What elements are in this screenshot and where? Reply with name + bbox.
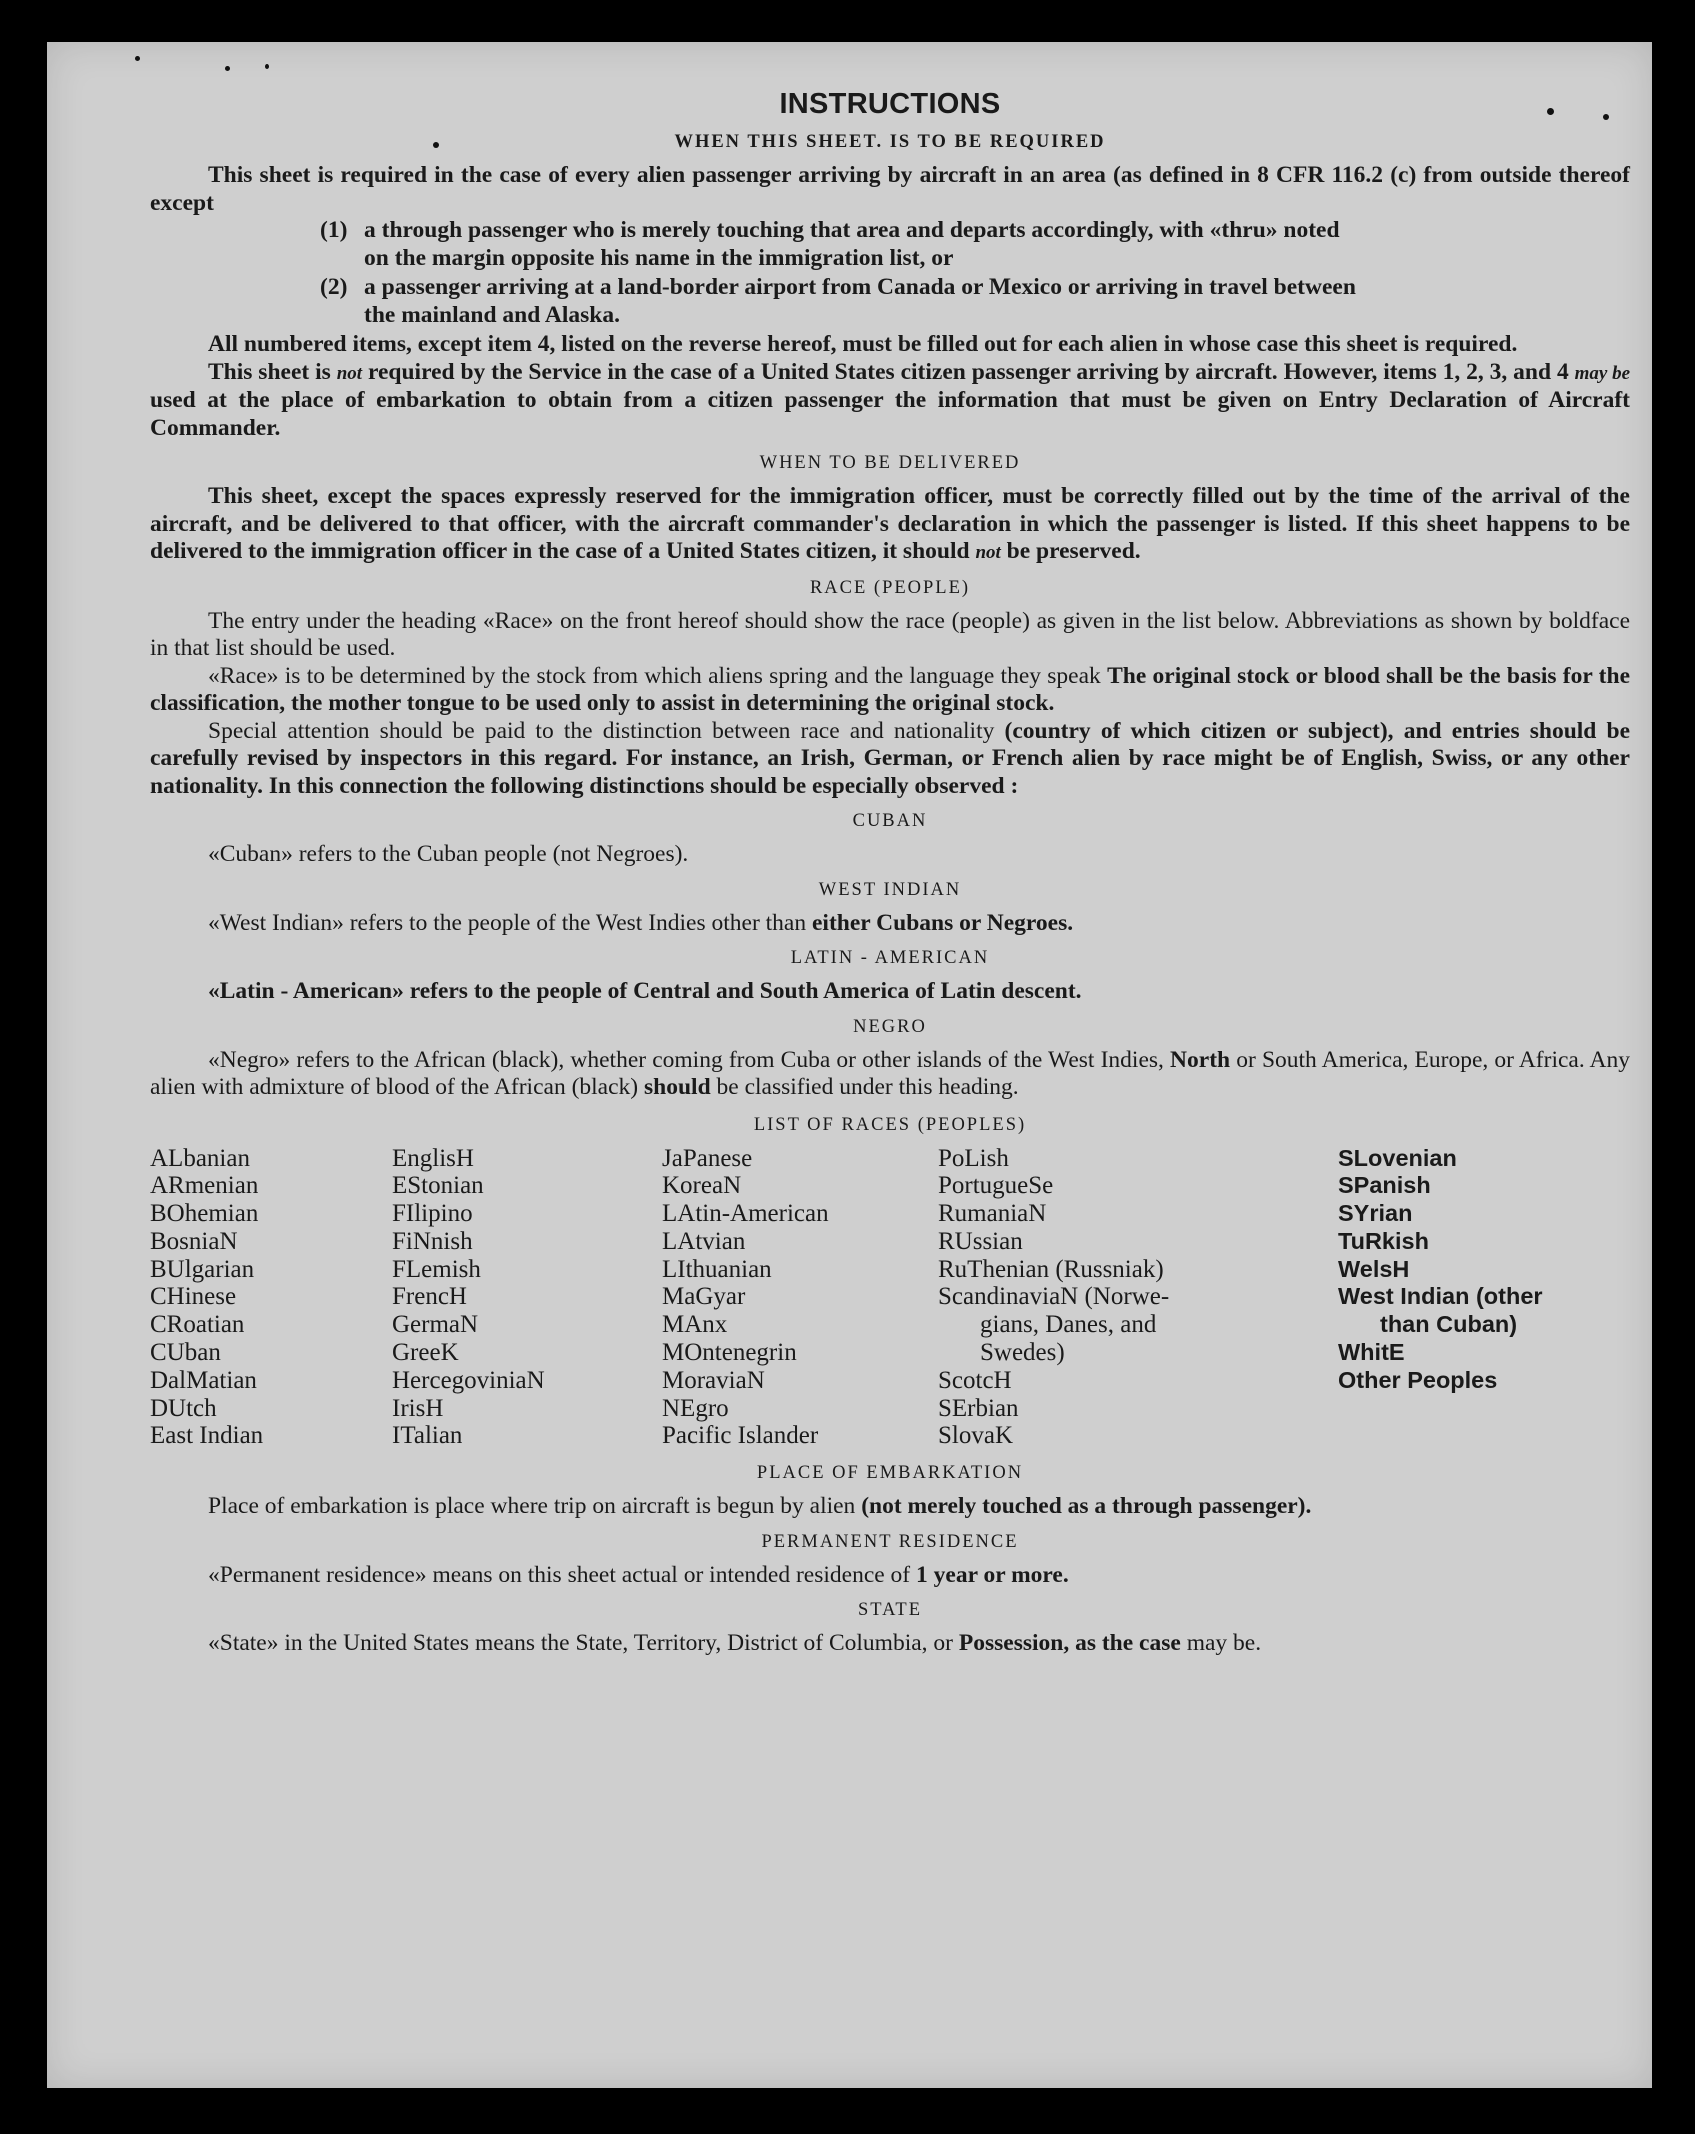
race-entry: FrencH <box>392 1283 467 1311</box>
text-run-italic: not <box>975 542 1001 563</box>
race-entry: IrisH <box>392 1394 444 1422</box>
race-entry: Swedes) <box>980 1339 1065 1367</box>
race-entry: LAtvian <box>662 1227 746 1255</box>
section-heading-residence: PERMANENT RESIDENCE <box>761 1531 1019 1552</box>
section-heading-when-required: WHEN THIS SHEET. IS TO BE REQUIRED <box>674 132 1106 152</box>
races-list <box>150 1145 1630 1451</box>
section-heading-negro: NEGRO <box>853 1016 927 1037</box>
text-run: required by the Service in the case of a United States citizen passenger arriving by aircraft. However, items 1, 2, 3, and 4 <box>367 358 1569 385</box>
document-sheet <box>47 42 1652 2088</box>
race-entry: BOhemian <box>150 1200 259 1228</box>
section-heading-race: RACE (PEOPLE) <box>809 577 971 598</box>
race-entry: CRoatian <box>150 1311 245 1339</box>
race-entry: ARmenian <box>150 1172 259 1200</box>
races-column-4 <box>938 1145 1338 1451</box>
instructions-content <box>150 87 1630 1658</box>
section-heading-west-indian: WEST INDIAN <box>818 879 962 900</box>
race-entry: JaPanese <box>662 1144 753 1172</box>
race-entry: MOntenegrin <box>662 1339 797 1367</box>
race-entry: BUlgarian <box>150 1255 255 1283</box>
section-heading-embarkation: PLACE OF EMBARKATION <box>756 1463 1024 1484</box>
race-entry: FiNnish <box>392 1227 473 1255</box>
race-entry: CHinese <box>150 1283 237 1311</box>
paragraph-delivered <box>150 483 1630 567</box>
race-entry: RuThenian (Russniak) <box>938 1255 1164 1283</box>
ink-speck <box>135 56 140 61</box>
item-number: (2) <box>320 274 348 300</box>
race-entry: PortugueSe <box>938 1172 1054 1200</box>
paragraph-numbered-items: All numbered items, except item 4, listed on the reverse hereof, must be filled out for each alien in whose case this sheet is required. <box>208 331 1518 357</box>
race-entry: BosniaN <box>150 1227 238 1255</box>
race-entry: LAtin-American <box>662 1200 829 1228</box>
race-entry: PoLish <box>938 1144 1009 1172</box>
paragraph-embarkation <box>150 1493 1630 1521</box>
paragraph-negro <box>150 1047 1630 1102</box>
race-entry: SlovaK <box>938 1422 1013 1450</box>
race-entry: RumaniaN <box>938 1200 1047 1228</box>
race-entry: East Indian <box>150 1422 264 1450</box>
text-run: This sheet, except the spaces expressly reserved for the immigration officer, must be correctly filled out by the time of the arrival of the aircraft, and be delivered to that officer, with the aircraft commander's declaration in which the passenger is listed. If this sheet happens to be delivered to the immigration officer in the case of a United States citizen, it should <box>150 483 1630 564</box>
paragraph-west-indian <box>150 910 1630 938</box>
text-run-bold: 1 year or more. <box>916 1561 1069 1588</box>
section-heading-latin-american: LATIN - AMERICAN <box>790 948 990 968</box>
text-run: used at the place of embarkation to obtain from a citizen passenger the information that must be given on Entry Declaration of Aircraft Commander. <box>150 387 1630 441</box>
paragraph-citizen <box>150 359 1630 443</box>
race-entry: TuRkish <box>1338 1227 1429 1254</box>
text-run: be preserved. <box>1006 538 1141 564</box>
item-text-cont: on the margin opposite his name in the immigration list, or <box>364 244 954 271</box>
race-entry: MoraviaN <box>662 1366 765 1394</box>
race-entry: gians, Danes, and <box>980 1311 1157 1339</box>
item-text: a passenger arriving at a land-border airport from Canada or Mexico or arriving in travel between <box>364 274 1356 300</box>
paragraph-state <box>150 1630 1630 1658</box>
item-text-cont: the mainland and Alaska. <box>364 301 620 328</box>
ink-speck <box>225 66 230 71</box>
text-run: Place of embarkation is place where trip on aircraft is begun by alien <box>208 1493 856 1520</box>
page-title: INSTRUCTIONS <box>779 88 1001 120</box>
paragraph-race-nationality <box>150 718 1630 801</box>
text-run: This sheet is <box>208 358 331 385</box>
section-heading-when-delivered: WHEN TO BE DELIVERED <box>759 453 1021 473</box>
race-entry: HercegoviniaN <box>392 1366 545 1394</box>
text-run-bold: should <box>644 1074 711 1100</box>
races-column-3 <box>662 1145 938 1451</box>
races-column-2 <box>392 1145 662 1451</box>
section-heading-list-of-races: LIST OF RACES (PEOPLES) <box>753 1114 1027 1135</box>
race-entry: SLovenian <box>1338 1144 1457 1171</box>
section-heading-state: STATE <box>857 1600 923 1621</box>
paragraph-residence <box>150 1562 1630 1590</box>
text-run-italic: not <box>336 362 363 384</box>
paragraph-race-stock <box>150 663 1630 718</box>
text-run-italic: may be <box>1574 362 1631 384</box>
race-entry: WhitE <box>1338 1339 1405 1366</box>
race-entry: EStonian <box>392 1172 484 1200</box>
race-entry: SErbian <box>938 1394 1019 1422</box>
text-run-bold: The original stock or blood shall be the basis for the classification, the mother tongue to be used only to assist in determining the original stock. <box>150 662 1631 716</box>
paragraph-required: This sheet is required in the case of every alien passenger arriving by aircraft in an area (as defined in 8 CFR 116.2 (c) from outside thereof except <box>150 162 1630 216</box>
text-run-bold: (not merely touched as a through passenger). <box>861 1493 1312 1520</box>
race-entry: RUssian <box>938 1227 1023 1255</box>
text-run: may be. <box>1186 1630 1262 1657</box>
race-entry: DUtch <box>150 1394 217 1422</box>
race-entry: West Indian (other <box>1338 1283 1543 1310</box>
race-entry: MaGyar <box>662 1283 746 1311</box>
text-run: «Race» is to be determined by the stock from which aliens spring and the language they speak <box>208 662 1101 689</box>
paragraph-race-entry: The entry under the heading «Race» on the front hereof should show the race (people) as given in the list below. Abbreviations as shown by boldface in that list should be used. <box>150 607 1630 661</box>
text-run-bold: Possession, as the case <box>958 1630 1181 1657</box>
text-run-bold: (country of which citizen or subject), and entries should be carefully revised by inspectors in this regard. For instance, an Irish, German, or French alien by race might be of English, Swiss, or any other nationality. In this connection the following distinctions should be especially observed : <box>150 717 1631 799</box>
item-number: (1) <box>320 217 348 243</box>
race-entry: Other Peoples <box>1338 1366 1498 1393</box>
race-entry: GreeK <box>392 1339 459 1367</box>
races-column-1 <box>150 1145 392 1451</box>
race-entry: NEgro <box>662 1394 729 1422</box>
race-entry: ScandinaviaN (Norwe- <box>938 1283 1170 1311</box>
race-entry: FIlipino <box>392 1200 473 1228</box>
text-run: «Permanent residence» means on this sheet actual or intended residence of <box>208 1561 911 1588</box>
race-entry: SPanish <box>1338 1172 1431 1199</box>
text-run: «West Indian» refers to the people of the West Indies other than <box>208 909 807 936</box>
exception-item-2 <box>320 274 1630 329</box>
text-run: «State» in the United States means the State, Territory, District of Columbia, or <box>208 1630 953 1657</box>
race-entry: DalMatian <box>150 1366 257 1394</box>
race-entry: LIthuanian <box>662 1255 772 1283</box>
exception-item-1 <box>320 217 1630 272</box>
text-run: Special attention should be paid to the distinction between race and nationality <box>208 717 995 744</box>
section-heading-cuban: CUBAN <box>852 811 928 831</box>
race-entry: GermaN <box>392 1311 479 1339</box>
race-entry: EnglisH <box>392 1144 474 1172</box>
ink-speck <box>265 64 269 69</box>
text-run-bold: either Cubans or Negroes. <box>812 909 1074 936</box>
item-text: a through passenger who is merely touching that area and departs accordingly, with «thru» noted <box>364 217 1340 243</box>
race-entry: CUban <box>150 1339 221 1367</box>
races-column-5 <box>1338 1145 1630 1451</box>
race-entry: KoreaN <box>662 1172 742 1200</box>
text-run: be classified under this heading. <box>716 1074 1019 1100</box>
paragraph-latin-american: «Latin - American» refers to the people of Central and South America of Latin descent. <box>208 978 1082 1004</box>
race-entry: Pacific Islander <box>662 1422 819 1450</box>
race-entry: ITalian <box>392 1422 463 1450</box>
race-entry: SYrian <box>1338 1200 1413 1227</box>
race-entry: ScotcH <box>938 1366 1012 1394</box>
paragraph-cuban: «Cuban» refers to the Cuban people (not Negroes). <box>208 841 689 867</box>
text-run-bold: North <box>1170 1046 1231 1073</box>
text-run: «Negro» refers to the African (black), whether coming from Cuba or other islands of the West Indies, <box>208 1046 1164 1073</box>
race-entry: WelsH <box>1338 1255 1410 1282</box>
race-entry: FLemish <box>392 1255 481 1283</box>
race-entry: MAnx <box>662 1311 728 1339</box>
race-entry: ALbanian <box>150 1144 250 1172</box>
text-run: or South America, Europe, or Africa. Any alien with admixture of blood of the African (black) <box>150 1046 1631 1100</box>
race-entry: than Cuban) <box>1380 1311 1518 1338</box>
